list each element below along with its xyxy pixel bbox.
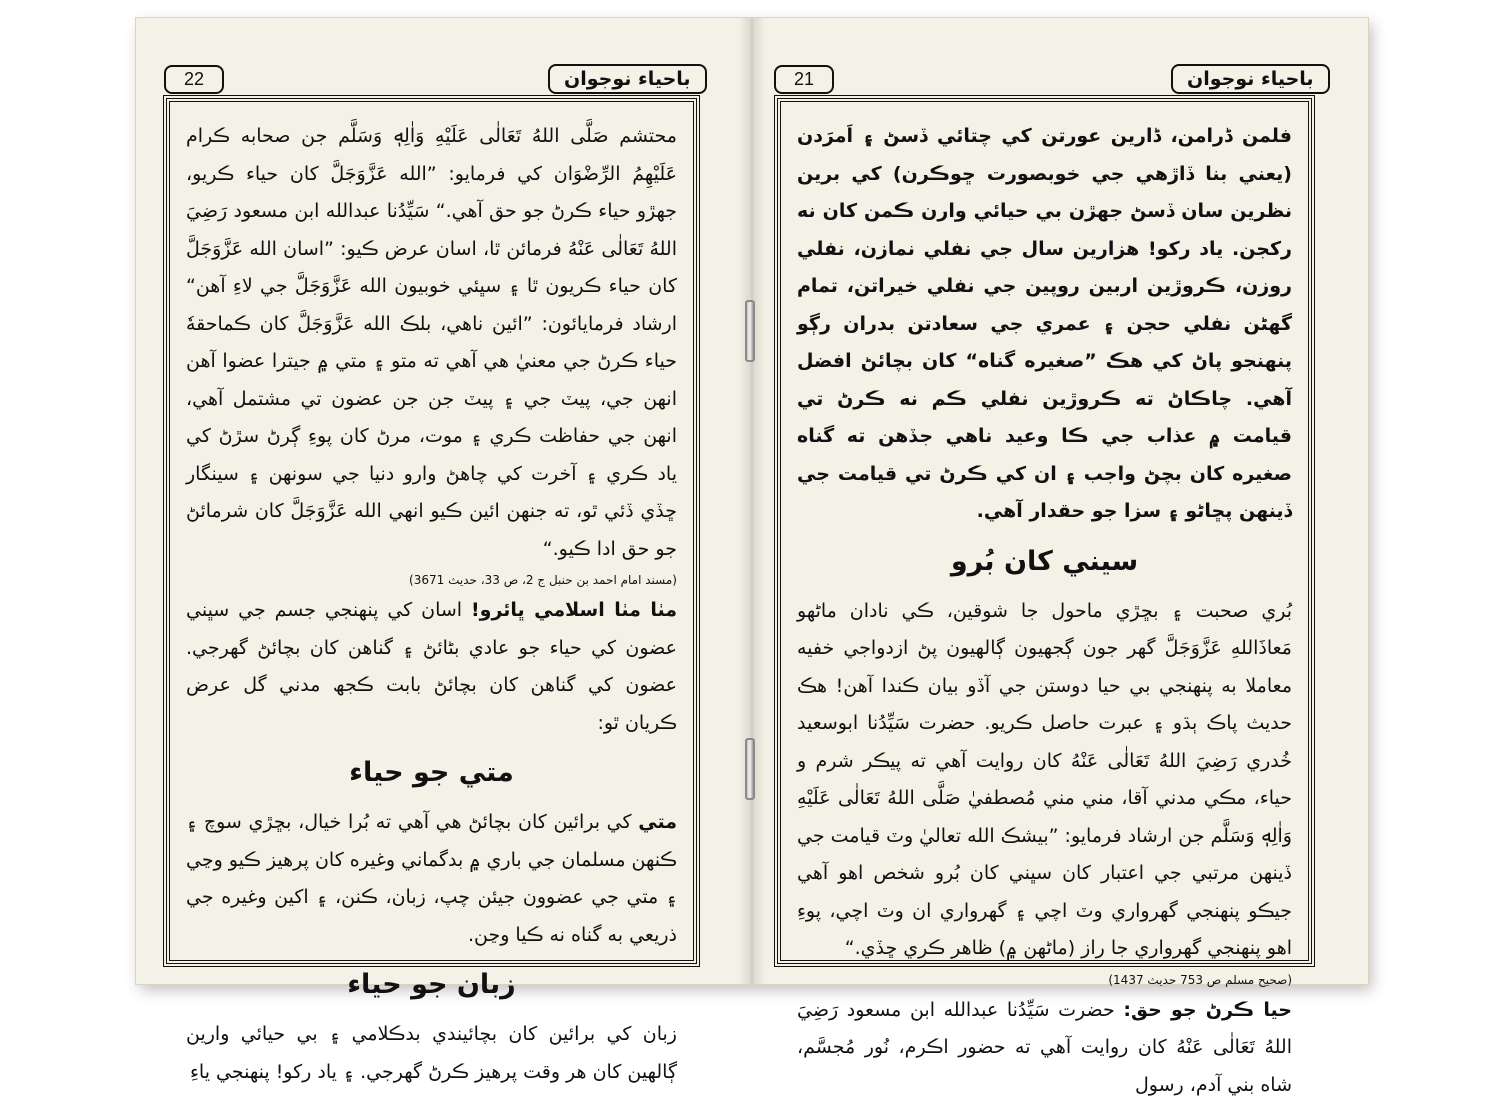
section-heading: زبان جو حياء bbox=[186, 954, 677, 1016]
book-spine bbox=[739, 18, 765, 984]
reference: (مسند امام احمد بن حنبل ج 2، ص 33، حديث 3671) bbox=[186, 568, 677, 592]
paragraph-lead: مٺا مٺا اسلامي ڀائرو! bbox=[471, 599, 677, 621]
open-booklet bbox=[136, 18, 1368, 984]
paragraph-lead: حيا ڪرڻ جو حق: bbox=[1123, 999, 1292, 1021]
paragraph: بُري صحبت ۽ بڇڙي ماحول جا شوقين، ڪي نادان ماڻهو مَعاذَاللهِ عَزَّوَجَلَّ گهر جون ڳجهيون ڳالهيون پڻ ازدواجي خفيه معاملا به پنهنجي بي حيا دوستن جي آڏو بيان ڪندا آهن! هڪ حديث پاڪ ٻڌو ۽ عبرت حاصل ڪريو. حضرت سَيِّدُنا ابوسعيد خُدري رَضِيَ اللهُ تَعَالٰى عَنْهُ کان روايت آهي ته پيڪر شرم و حياء، مڪي مدني آقا، مني مني مُصطفيٰ صَلَّى اللهُ تَعَالٰى عَلَيْهِ وَاٰلِهٖ وَسَلَّم جن ارشاد فرمايو: ”بيشڪ الله تعاليٰ وٽ قيامت جي ڏينهن مرتبي جي اعتبار کان سڀني کان بُرو شخص اهو آهي جيڪو پنهنجي گهرواري وٽ اچي ۽ گهرواري ان وٽ اچي، پوءِ اهو پنهنجي گهرواري جا راز (ماڻهن ۾) ظاهر ڪري ڇڏي.“ bbox=[797, 593, 1292, 968]
section-heading: متي جو حياء bbox=[186, 742, 677, 804]
text-frame bbox=[166, 98, 697, 964]
left-page bbox=[136, 18, 739, 984]
page-number: 21 bbox=[774, 65, 834, 94]
staple bbox=[745, 738, 755, 800]
paragraph bbox=[186, 592, 677, 742]
paragraph bbox=[797, 992, 1292, 1104]
right-page bbox=[765, 18, 1368, 984]
staple bbox=[745, 300, 755, 362]
text-frame bbox=[777, 98, 1312, 964]
paragraph-body: حضرت سَيِّدُنا عبدالله ابن مسعود رَضِيَ اللهُ تَعَالٰى عَنْهُ کان روايت آهي ته حضور اڪرم، نُور مُجسَّم، شاه بني آدم، رسول bbox=[797, 999, 1292, 1096]
paragraph: محتشم صَلَّى اللهُ تَعَالٰى عَلَيْهِ وَاٰلِهٖ وَسَلَّم جن صحابه ڪرام عَلَيْهِمُ الرِّضْوَان کي فرمايو: ”الله عَزَّوَجَلَّ کان حياء ڪريو، جهڙو حياء ڪرڻ جو حق آهي.“ سَيِّدُنا عبدالله ابن مسعود رَضِيَ اللهُ تَعَالٰى عَنْهُ فرمائن ٿا، اسان عرض ڪيو: ”اسان الله عَزَّوَجَلَّ کان حياء ڪريون ٿا ۽ سڀئي خوبيون الله عَزَّوَجَلَّ جي لاءِ آهن“ ارشاد فرمايائون: ”ائين ناهي، بلڪ الله عَزَّوَجَلَّ کان ڪماحقهٗ حياء ڪرڻ جي معنيٰ هي آهي ته متو ۽ متي ۾ جيترا عضوا آهن انهن جي، پيٽ جي ۽ پيٽ جن جن عضون تي مشتمل آهي، انهن جي حفاظت ڪري ۽ موت، مرڻ کان پوءِ ڳرڻ سڙڻ کي ياد ڪري ۽ آخرت کي چاهڻ وارو دنيا جي سونهن ۽ سينگار ڇڏي ڏئي ٿو، ته جنهن ائين ڪيو انهي الله عَزَّوَجَلَّ کان شرمائڻ جو حق ادا ڪيو.“ bbox=[186, 118, 677, 568]
running-header: باحياء نوجوان bbox=[548, 64, 707, 94]
paragraph: فلمن ڈرامن، ڈارين عورتن کي چتائي ڏسڻ ۽ اَمرَدن (يعني بنا ڏاڙهي جي خوبصورت ڇوڪرن) کي برين نظرين سان ڏسڻ جهڙن بي حيائي وارن ڪمن کان نه رکجن. ياد رکو! هزارين سال جي نفلي نمازن، نفلي روزن، ڪروڙين اربين روپين جي نفلي خيراتن، تمام گهڻن نفلي حجن ۽ عمري جي سعادتن بدران رڳو پنهنجو پاڻ کي هڪ ”صغيره گناه“ کان بچائڻ افضل آهي. چاڪاڻ ته ڪروڙين نفلي ڪم نه ڪرڻ تي قيامت ۾ عذاب جي ڪا وعيد ناهي جڏهن ته گناه صغيره کان بچڻ واجب ۽ ان کي ڪرڻ تي قيامت جي ڏينهن پڇاڻو ۽ سزا جو حقدار آهي. bbox=[797, 118, 1292, 531]
page-number: 22 bbox=[164, 65, 224, 94]
section-heading: سيني کان بُرو bbox=[797, 531, 1292, 593]
page-text bbox=[186, 118, 677, 1091]
paragraph bbox=[186, 804, 677, 954]
paragraph: زبان کي برائين کان بچائيندي بدڪلامي ۽ بي حيائي وارين ڳالهين کان هر وقت پرهيز ڪرڻ گهرجي. ۽ ياد رکو! پنهنجي ياءِ bbox=[186, 1016, 677, 1091]
paragraph-body: کي برائين کان بچائڻ هي آهي ته بُرا خيال، بڇڙي سوچ ۽ ڪنهن مسلمان جي باري ۾ بدگماني وغيره کان پرهيز ڪيو وڃي ۽ متي جي عضوون جيئن چپ، زبان، ڪنن، ۽ اکين وغيره جي ذريعي به گناه نه ڪيا وڃن. bbox=[186, 811, 677, 946]
reference: (صحيح مسلم ص 753 حديث 1437) bbox=[797, 968, 1292, 992]
page-text bbox=[797, 118, 1292, 1104]
running-header: باحياء نوجوان bbox=[1171, 64, 1330, 94]
paragraph-body: اسان کي پنهنجي جسم جي سڀني عضون کي حياء جو عادي بڻائڻ ۽ گناهن کان بچائڻ گهرجي. عضون کي گناهن کان بچائڻ بابت ڪجھ مدني گل عرض ڪريان ٿو: bbox=[186, 599, 677, 734]
paragraph-lead: متي bbox=[638, 811, 677, 833]
